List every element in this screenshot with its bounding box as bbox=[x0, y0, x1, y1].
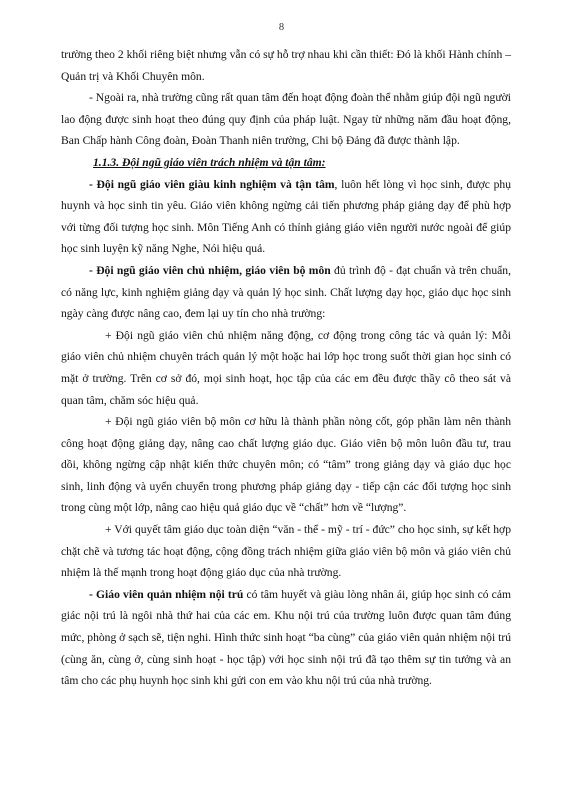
page-body bbox=[61, 44, 511, 692]
bullet-homeroom-dynamic: + Đội ngũ giáo viên chủ nhiệm năng động, cơ động trong công tác và quản lý: Mỗi giáo viên chủ nhiệm chuyên trách quản lý một hoặc hai lớp học trong suốt thời gian học sinh có mặt ở trường. Trên cơ sở đó, mọi sinh hoạt, học tập của các em đều được thầy cô theo sát và quan tâm, chăm sóc hiệu quả. bbox=[61, 328, 511, 407]
bold-lead-boarding: - Giáo viên quản nhiệm nội trú bbox=[89, 587, 244, 601]
paragraph-experienced-teachers bbox=[61, 174, 511, 260]
paragraph-text: , luôn hết lòng vì học sinh, được phụ huynh và học sinh tin yêu. Giáo viên không ngừng cải tiến phương pháp giảng dạy để phù hợp với từng đối tượng học sinh. Môn Tiếng Anh có thỉnh giảng giáo viên người nước ngoài để giúp học sinh luyện kỹ năng Nghe, Nói hiệu quả. bbox=[61, 177, 511, 256]
section-heading-text: 1.1.3. Đội ngũ giáo viên trách nhiệm và tận tâm: bbox=[93, 155, 326, 169]
paragraph-text: có tâm huyết và giàu lòng nhân ái, giúp học sinh có cảm giác nội trú là ngôi nhà thứ hai của các em. Khu nội trú của trường luôn được quan tâm đúng mức, phòng ở sạch sẽ, tiện nghi. Hình thức sinh hoạt “ba cùng” của giáo viên quản nhiệm nội trú (cùng ăn, cùng ở, cùng sinh hoạt - học tập) với học sinh nội trú đã tạo thêm sự tin tưởng và an tâm cho các phụ huynh học sinh khi gửi con em vào khu nội trú của nhà trường. bbox=[61, 587, 511, 688]
bullet-comprehensive-education: + Với quyết tâm giáo dục toàn diện “văn - thể - mỹ - trí - đức” cho học sinh, sự kết hợp chặt chẽ và tương tác hoạt động, cộng đồng trách nhiệm giữa giáo viên bộ môn và giáo viên chủ nhiệm là thế mạnh trong hoạt động giáo dục của nhà trường. bbox=[61, 523, 511, 580]
page-number: 8 bbox=[278, 22, 285, 33]
section-heading bbox=[61, 152, 511, 174]
paragraph-union-activities: - Ngoài ra, nhà trường cũng rất quan tâm đến hoạt động đoàn thể nhằm giúp đội ngũ người lao động được sinh hoạt theo đúng quy định của pháp luật. Ngay từ những năm đầu hoạt động, Ban Chấp hành Công đoàn, Đoàn Thanh niên trường, Chi bộ Đảng đã được thành lập. bbox=[61, 91, 511, 148]
paragraph-homeroom-teachers bbox=[61, 260, 511, 325]
paragraph-continuation: trường theo 2 khối riêng biệt nhưng vẫn có sự hỗ trợ nhau khi cần thiết: Đó là khối Hành chính – Quản trị và Khối Chuyên môn. bbox=[61, 48, 511, 83]
paragraph-boarding-teachers bbox=[61, 584, 511, 692]
paragraph-text: đủ trình độ - đạt chuẩn và trên chuẩn, có năng lực, kinh nghiệm giảng dạy và quản lý học sinh. Chất lượng dạy học, giáo dục học sinh ngày càng được nâng cao, đem lại uy tín cho nhà trường: bbox=[61, 263, 511, 321]
bold-lead-experienced: - Đội ngũ giáo viên giàu kinh nghiệm và tận tâm bbox=[89, 177, 335, 191]
bold-lead-homeroom: - Đội ngũ giáo viên chủ nhiệm, giáo viên bộ môn bbox=[89, 263, 331, 277]
bullet-subject-teachers: + Đội ngũ giáo viên bộ môn cơ hữu là thành phần nòng cốt, góp phần làm nên thành công hoạt động giảng dạy, nâng cao chất lượng giáo dục. Giáo viên bộ môn luôn đầu tư, trau dồi, không ngừng cập nhật kiến thức chuyên môn; có “tâm” trong giảng dạy và giáo dục học sinh, linh động và uyển chuyển trong phương pháp giảng dạy - tiếp cận các đối tượng học sinh trong cùng một lớp, nâng cao hiệu quả giáo dục về “chất” hơn về “lượng”. bbox=[61, 415, 511, 515]
